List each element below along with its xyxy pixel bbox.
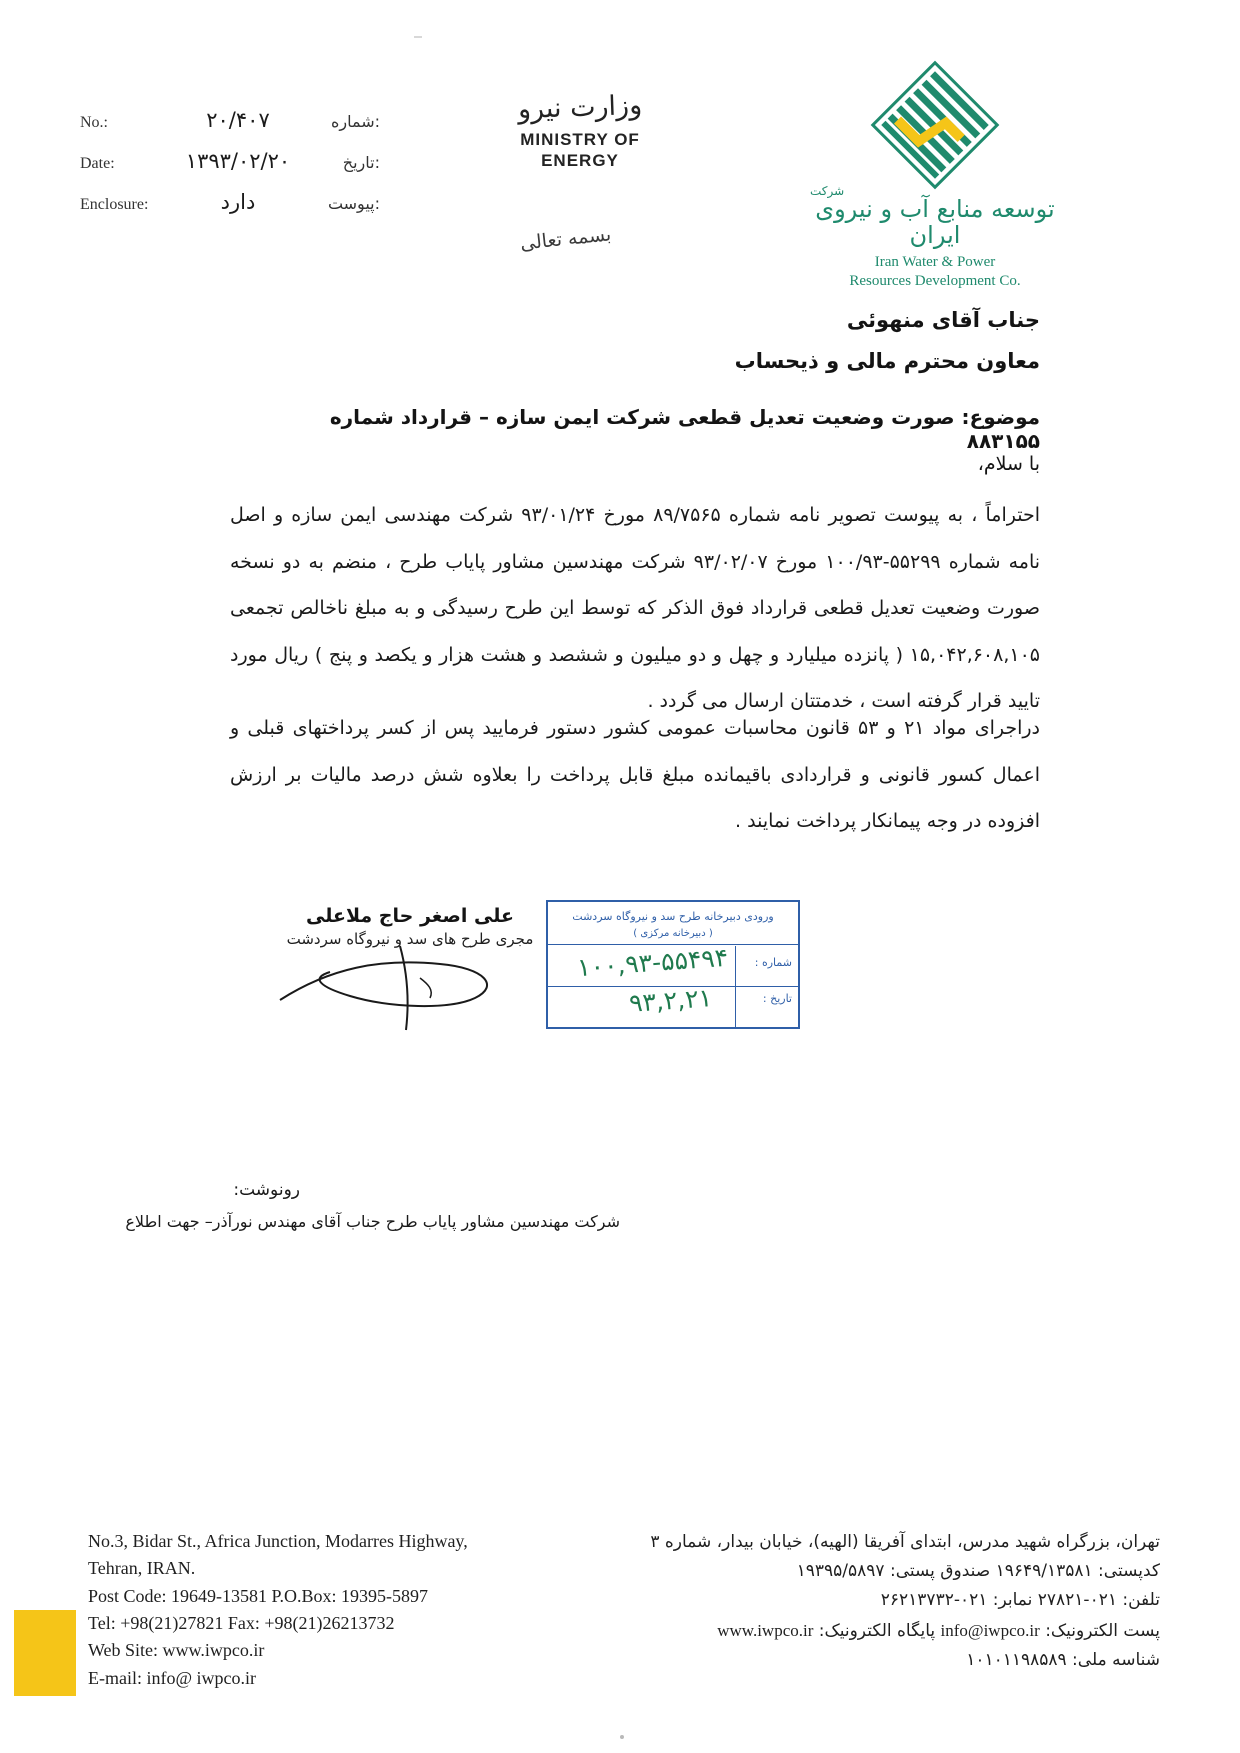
company-logo-icon <box>870 60 1000 190</box>
letter-greeting: با سلام، <box>977 453 1040 475</box>
footer-email-url-fa: info@iwpco.ir <box>940 1620 1040 1640</box>
addressee-block <box>260 300 1040 382</box>
footer-tel-en: Tel: +98(21)27821 Fax: +98(21)26213732 <box>88 1613 395 1634</box>
header-meta <box>80 108 380 231</box>
signatory-role: مجری طرح های سد و نیروگاه سردشت <box>286 930 534 948</box>
letter-date-label-fa: تاریخ: <box>342 153 380 172</box>
addressee-line-1: جناب آقای منهوئی <box>846 308 1040 332</box>
cc-title: رونوشت: <box>233 1180 300 1200</box>
footer-tel-fa: تلفن: ۰۲۱-۲۷۸۲۱ نمابر: ۰۲۱-۲۶۲۱۳۷۳۲ <box>880 1590 1160 1611</box>
basmala-text: بسمه تعالی <box>519 223 613 255</box>
letter-enclosure-value: دارد <box>220 190 256 214</box>
footer-address-fa: تهران، بزرگراه شهید مدرس، ابتدای آفریقا (الهیه)، خیابان بیدار، شماره ۳ <box>650 1532 1160 1552</box>
registry-stamp <box>546 900 800 1029</box>
company-prefix-fa: شرکت <box>810 184 845 198</box>
stamp-title-line-2: ( دبیرخانه مرکزی ) <box>633 928 713 939</box>
ministry-name-fa: وزارت نیرو <box>517 89 643 126</box>
footer-dot <box>620 1735 624 1739</box>
footer-web-email-fa <box>640 1616 1160 1646</box>
footer-address-en-line2: Tehran, IRAN. <box>88 1558 196 1579</box>
footer-web-prefix-fa: پایگاه الکترونیک: <box>818 1620 936 1641</box>
footer-email-prefix-fa: پست الکترونیک: <box>1045 1620 1160 1641</box>
stamp-date-label: تاریخ : <box>762 992 792 1005</box>
letter-number-label-en: No.: <box>80 114 108 131</box>
letter-paragraph-2: دراجرای مواد ۲۱ و ۵۳ قانون محاسبات عمومی کشور دستور فرمایید پس از کسر پرداختهای قبلی و اعمال کسور قانونی و قراردادی باقیمانده مبلغ قابل پرداخت را بعلاوه شش درصد مالیات بر ارزش افزوده در وجه پیمانکار پرداخت نمایند . <box>230 717 1040 833</box>
footer-website-en: Web Site: www.iwpco.ir <box>88 1640 265 1661</box>
ministry-name-en <box>470 129 690 172</box>
handwritten-signature <box>270 938 540 1048</box>
letter-subject: موضوع: صورت وضعیت تعدیل قطعی شرکت ایمن سازه – قرارداد شماره ۸۸۳۱۵۵ <box>329 405 1040 453</box>
company-name-en-line2: Resources Development Co. <box>849 272 1021 289</box>
stamp-number-label: شماره : <box>754 956 792 969</box>
footer-national-id-fa: شناسه ملی: ۱۰۱۰۱۱۹۸۵۸۹ <box>966 1649 1160 1670</box>
letter-date-row <box>80 149 380 173</box>
footer-email-en: E-mail: info@ iwpco.ir <box>88 1667 257 1688</box>
footer-web-url-fa: www.iwpco.ir <box>717 1620 814 1640</box>
signatory-name: علی اصغر حاج ملاعلی <box>306 905 514 927</box>
company-name-fa: توسعه منابع آب و نیروی ایران <box>815 195 1055 250</box>
scan-edge-mark <box>414 36 422 38</box>
letter-date-label-en: Date: <box>80 155 115 172</box>
footer-address-en-line1: No.3, Bidar St., Africa Junction, Modarres Highway, <box>88 1531 468 1551</box>
footer-postcode-fa: کدپستی: ۱۹۶۴۹/۱۳۵۸۱ صندوق پستی: ۱۹۳۹۵/۵۸۹۷ <box>796 1561 1160 1582</box>
company-logo-block <box>810 60 1060 290</box>
ministry-block <box>470 89 690 172</box>
stamp-title-line-1: ورودی دبیرخانه طرح سد و نیروگاه سردشت <box>572 910 774 923</box>
footer-contact-en <box>88 1528 558 1692</box>
footer-contact-fa <box>640 1528 1160 1675</box>
letter-date-value: ۱۳۹۳/۰۲/۲۰ <box>185 149 291 173</box>
letter-enclosure-label-fa: پیوست: <box>327 194 380 213</box>
letter-number-row <box>80 108 380 132</box>
footer-postcode-en: Post Code: 19649-13581 P.O.Box: 19395-5897 <box>88 1585 429 1606</box>
ministry-name-en-line2: ENERGY <box>541 151 619 171</box>
stamp-number-value: ۱۰۰,۹۳-۵۵۴۹۴ <box>575 942 729 983</box>
footer-accent-block <box>14 1610 76 1696</box>
cc-recipient-1: شرکت مهندسین مشاور پایاب طرح جناب آقای مهندس نورآذر– جهت اطلاع <box>125 1212 620 1231</box>
stamp-date-value: ۹۳,۲,۲۱ <box>628 983 713 1018</box>
letter-number-value: ۲۰/۴۰۷ <box>206 108 270 132</box>
letter-enclosure-row <box>80 190 380 214</box>
stamp-divider <box>548 944 798 945</box>
letter-enclosure-label-en: Enclosure: <box>80 196 149 213</box>
stamp-vertical-divider <box>735 946 736 1027</box>
addressee-line-2: معاون محترم مالی و ذیحساب <box>734 348 1040 373</box>
letter-number-label-fa: شماره: <box>330 112 380 131</box>
company-name-en-line1: Iran Water & Power <box>874 253 996 270</box>
ministry-name-en-line1: MINISTRY OF <box>520 130 640 149</box>
signature-block <box>270 905 550 948</box>
company-name-en <box>810 253 1060 291</box>
letter-paragraph-1: احتراماً ، به پیوست تصویر نامه شماره ۸۹/۷۵۶۵ مورخ ۹۳/۰۱/۲۴ شرکت مهندسی ایمن سازه و اصل نامه شماره ۵۵۲۹۹-۱۰۰/۹۳ مورخ ۹۳/۰۲/۰۷ شرکت مهندسین مشاور پایاب طرح ، منضم به دو نسخه صورت وضعیت تعدیل قطعی قرارداد فوق الذکر که توسط این طرح رسیدگی و به مبلغ ناخالص تجمعی ۱۵,۰۴۲,۶۰۸,۱۰۵ ( پانزده میلیارد و چهل و دو میلیون و ششصد و هشت هزار و یکصد و پنج ) ریال مورد تایید قرار گرفته است ، خدمتتان ارسال می گردد . <box>230 504 1041 713</box>
